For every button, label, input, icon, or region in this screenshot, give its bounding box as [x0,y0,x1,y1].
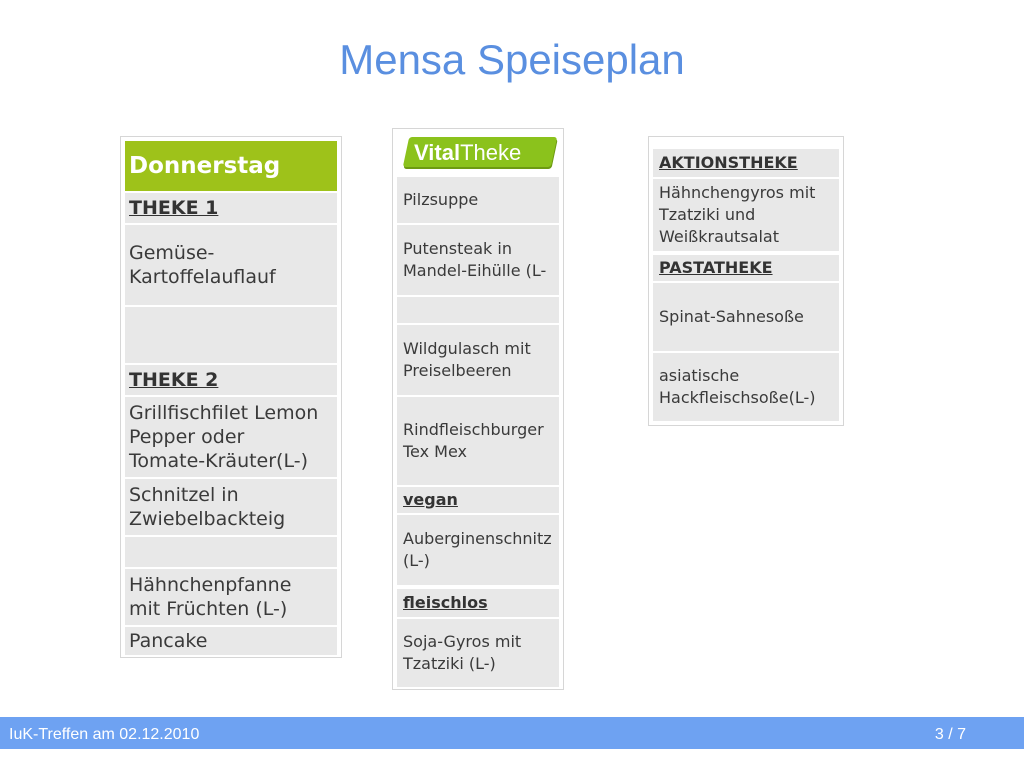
vitaltheke-logo [400,137,558,173]
page-indicator: 3 / 7 [934,726,966,743]
section-header-aktionstheke: AKTIONSTHEKE [653,149,839,177]
menu-item: Soja-Gyros mit Tzatziki (L-) [397,619,559,687]
menu-item: Hähnchengyros mit Tzatziki und Weißkrautsalat [653,179,839,251]
section-header-pastatheke: PASTATHEKE [653,255,839,281]
menu-item: Pancake [125,627,337,655]
menu-item: Auberginenschnitz (L-) [397,515,559,585]
menu-item: Schnitzel in Zwiebelbackteig [125,479,337,535]
menu-table-vitaltheke [392,128,564,690]
menu-item-empty [125,307,337,363]
menu-item: Rindfleischburger Tex Mex [397,397,559,485]
menu-item: Wildgulasch mit Preiselbeeren [397,325,559,395]
menu-item: Grillfischfilet Lemon Pepper oder Tomate-Kräuter(L-) [125,397,337,477]
menu-item: Pilzsuppe [397,177,559,223]
menu-item: asiatische Hackfleischsoße(L-) [653,353,839,421]
menu-item: Putensteak in Mandel-Eihülle (L- [397,225,559,295]
menu-item: Hähnchenpfanne mit Früchten (L-) [125,569,337,625]
menu-item: Gemüse- Kartoffelauflauf [125,225,337,305]
section-header-theke1: THEKE 1 [125,193,337,223]
vitaltheke-logo-text: VitalTheke [414,140,522,165]
menu-item-empty [397,297,559,323]
footer-event-text: IuK-Treffen am 02.12.2010 [9,726,200,743]
section-header-theke2: THEKE 2 [125,365,337,395]
slide-title: Mensa Speiseplan [339,36,685,83]
section-header-vegan: vegan [397,487,559,513]
menu-item: Spinat-Sahnesoße [653,283,839,351]
menu-table-aktionstheke [648,136,844,426]
menu-table-donnerstag [120,136,342,658]
section-header-fleischlos: fleischlos [397,589,559,617]
day-header: Donnerstag [125,141,337,191]
menu-item-empty [125,537,337,567]
footer-bar [0,717,1024,749]
